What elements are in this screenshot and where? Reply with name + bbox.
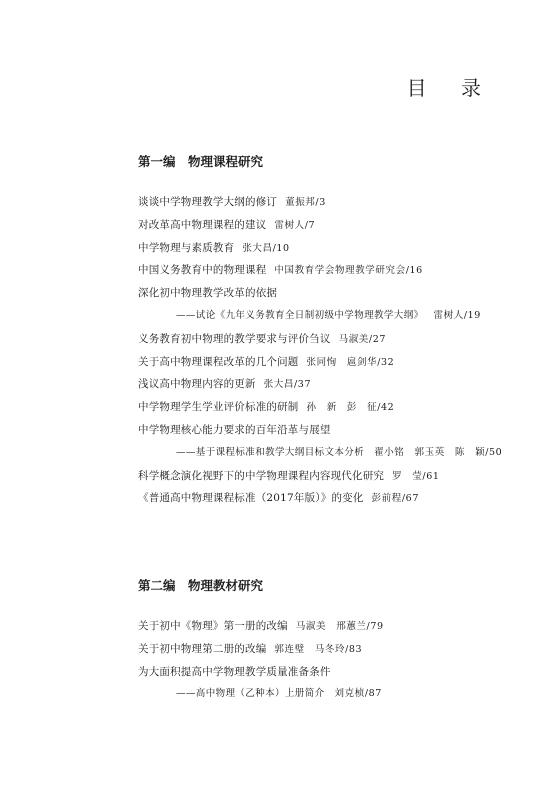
entry-title: 中学物理学生学业评价标准的研制 <box>138 401 299 414</box>
entry-title: 《普通高中物理课程标准（2017年版）》的变化 <box>138 492 364 505</box>
entry-author-page: 彭前程/67 <box>371 493 419 505</box>
entry-subtitle: ——高中物理（乙种本）上册简介 <box>176 688 325 700</box>
entry-title: 中国义务教育中的物理课程 <box>138 264 267 277</box>
entry-author-page: 翟小铭 郭玉英 陈 颖/50 <box>374 446 503 458</box>
entry-title: 义务教育初中物理的教学要求与评价刍议 <box>138 332 331 345</box>
entry-title: 对改革高中物理课程的建议 <box>138 218 267 231</box>
toc-entries <box>138 191 514 510</box>
toc-entry <box>138 237 514 260</box>
entry-author-page: 刘克桢/87 <box>334 688 382 700</box>
toc-entry <box>138 638 514 661</box>
page-title: 目 录 <box>406 76 495 100</box>
entry-author-page: 孙 新 彭 征/42 <box>306 402 395 414</box>
toc-section-course-research <box>138 152 514 510</box>
entry-author-page: 马淑美 邢蕙兰/79 <box>295 621 384 632</box>
entry-subtitle: ——试论《九年义务教育全日制初级中学物理教学大纲》 <box>176 309 424 321</box>
toc-entry <box>138 373 514 396</box>
entry-title: 浅议高中物理内容的更新 <box>138 378 256 391</box>
entry-title: 为大面积提高中学物理教学质量准备条件 <box>138 665 331 678</box>
toc-entries <box>138 615 514 706</box>
toc-entry <box>138 214 514 237</box>
toc-entry <box>138 282 514 305</box>
entry-title: 中学物理核心能力要求的百年沿革与展望 <box>138 423 331 436</box>
section-title: 第一编 物理课程研究 <box>138 154 264 169</box>
entry-author-page: 董振邦/3 <box>285 197 326 208</box>
toc-section-textbook-research <box>138 576 514 706</box>
toc-entry <box>138 661 514 684</box>
entry-author-page: 马淑美/27 <box>338 333 386 345</box>
toc-entry <box>138 191 514 214</box>
entry-author-page: 罗 莹/61 <box>392 470 440 482</box>
toc-entry <box>138 351 514 374</box>
toc-entry <box>138 259 514 282</box>
toc-entry <box>138 328 514 351</box>
entry-author-page: 张大昌/37 <box>263 379 312 391</box>
toc-entry-subtitle <box>138 442 514 465</box>
entry-author-page: 雷树人/19 <box>433 309 481 321</box>
toc-entry <box>138 615 514 638</box>
entry-author-page: 张同恂 扈剑华/32 <box>306 356 395 368</box>
entry-title: 科学概念演化视野下的中学物理课程内容现代化研究 <box>138 469 385 482</box>
entry-title: 关于初中《物理》第一册的改编 <box>138 620 288 632</box>
entry-title: 关于高中物理课程改革的几个问题 <box>138 355 299 368</box>
entry-title: 谈谈中学物理教学大纲的修订 <box>138 196 278 208</box>
entry-author-page: 张大昌/10 <box>242 242 290 254</box>
entry-title: 中学物理与素质教育 <box>138 241 235 254</box>
toc-entry <box>138 396 514 419</box>
entry-author-page: 郭连璧 马冬玲/83 <box>274 643 363 655</box>
entry-title: 关于初中物理第二册的改编 <box>138 642 267 655</box>
toc-entry-subtitle <box>138 683 514 706</box>
toc-entry <box>138 419 514 442</box>
entry-title: 深化初中物理教学改革的依据 <box>138 287 278 300</box>
entry-subtitle: ——基于课程标准和教学大纲目标文本分析 <box>176 446 365 458</box>
section-title: 第二编 物理教材研究 <box>138 578 264 593</box>
entry-author-page: 中国教育学会物理教学研究会/16 <box>274 265 423 277</box>
toc-entry-subtitle <box>138 305 514 328</box>
toc-entry <box>138 465 514 488</box>
entry-author-page: 雷树人/7 <box>274 219 316 231</box>
toc-entry <box>138 487 514 510</box>
